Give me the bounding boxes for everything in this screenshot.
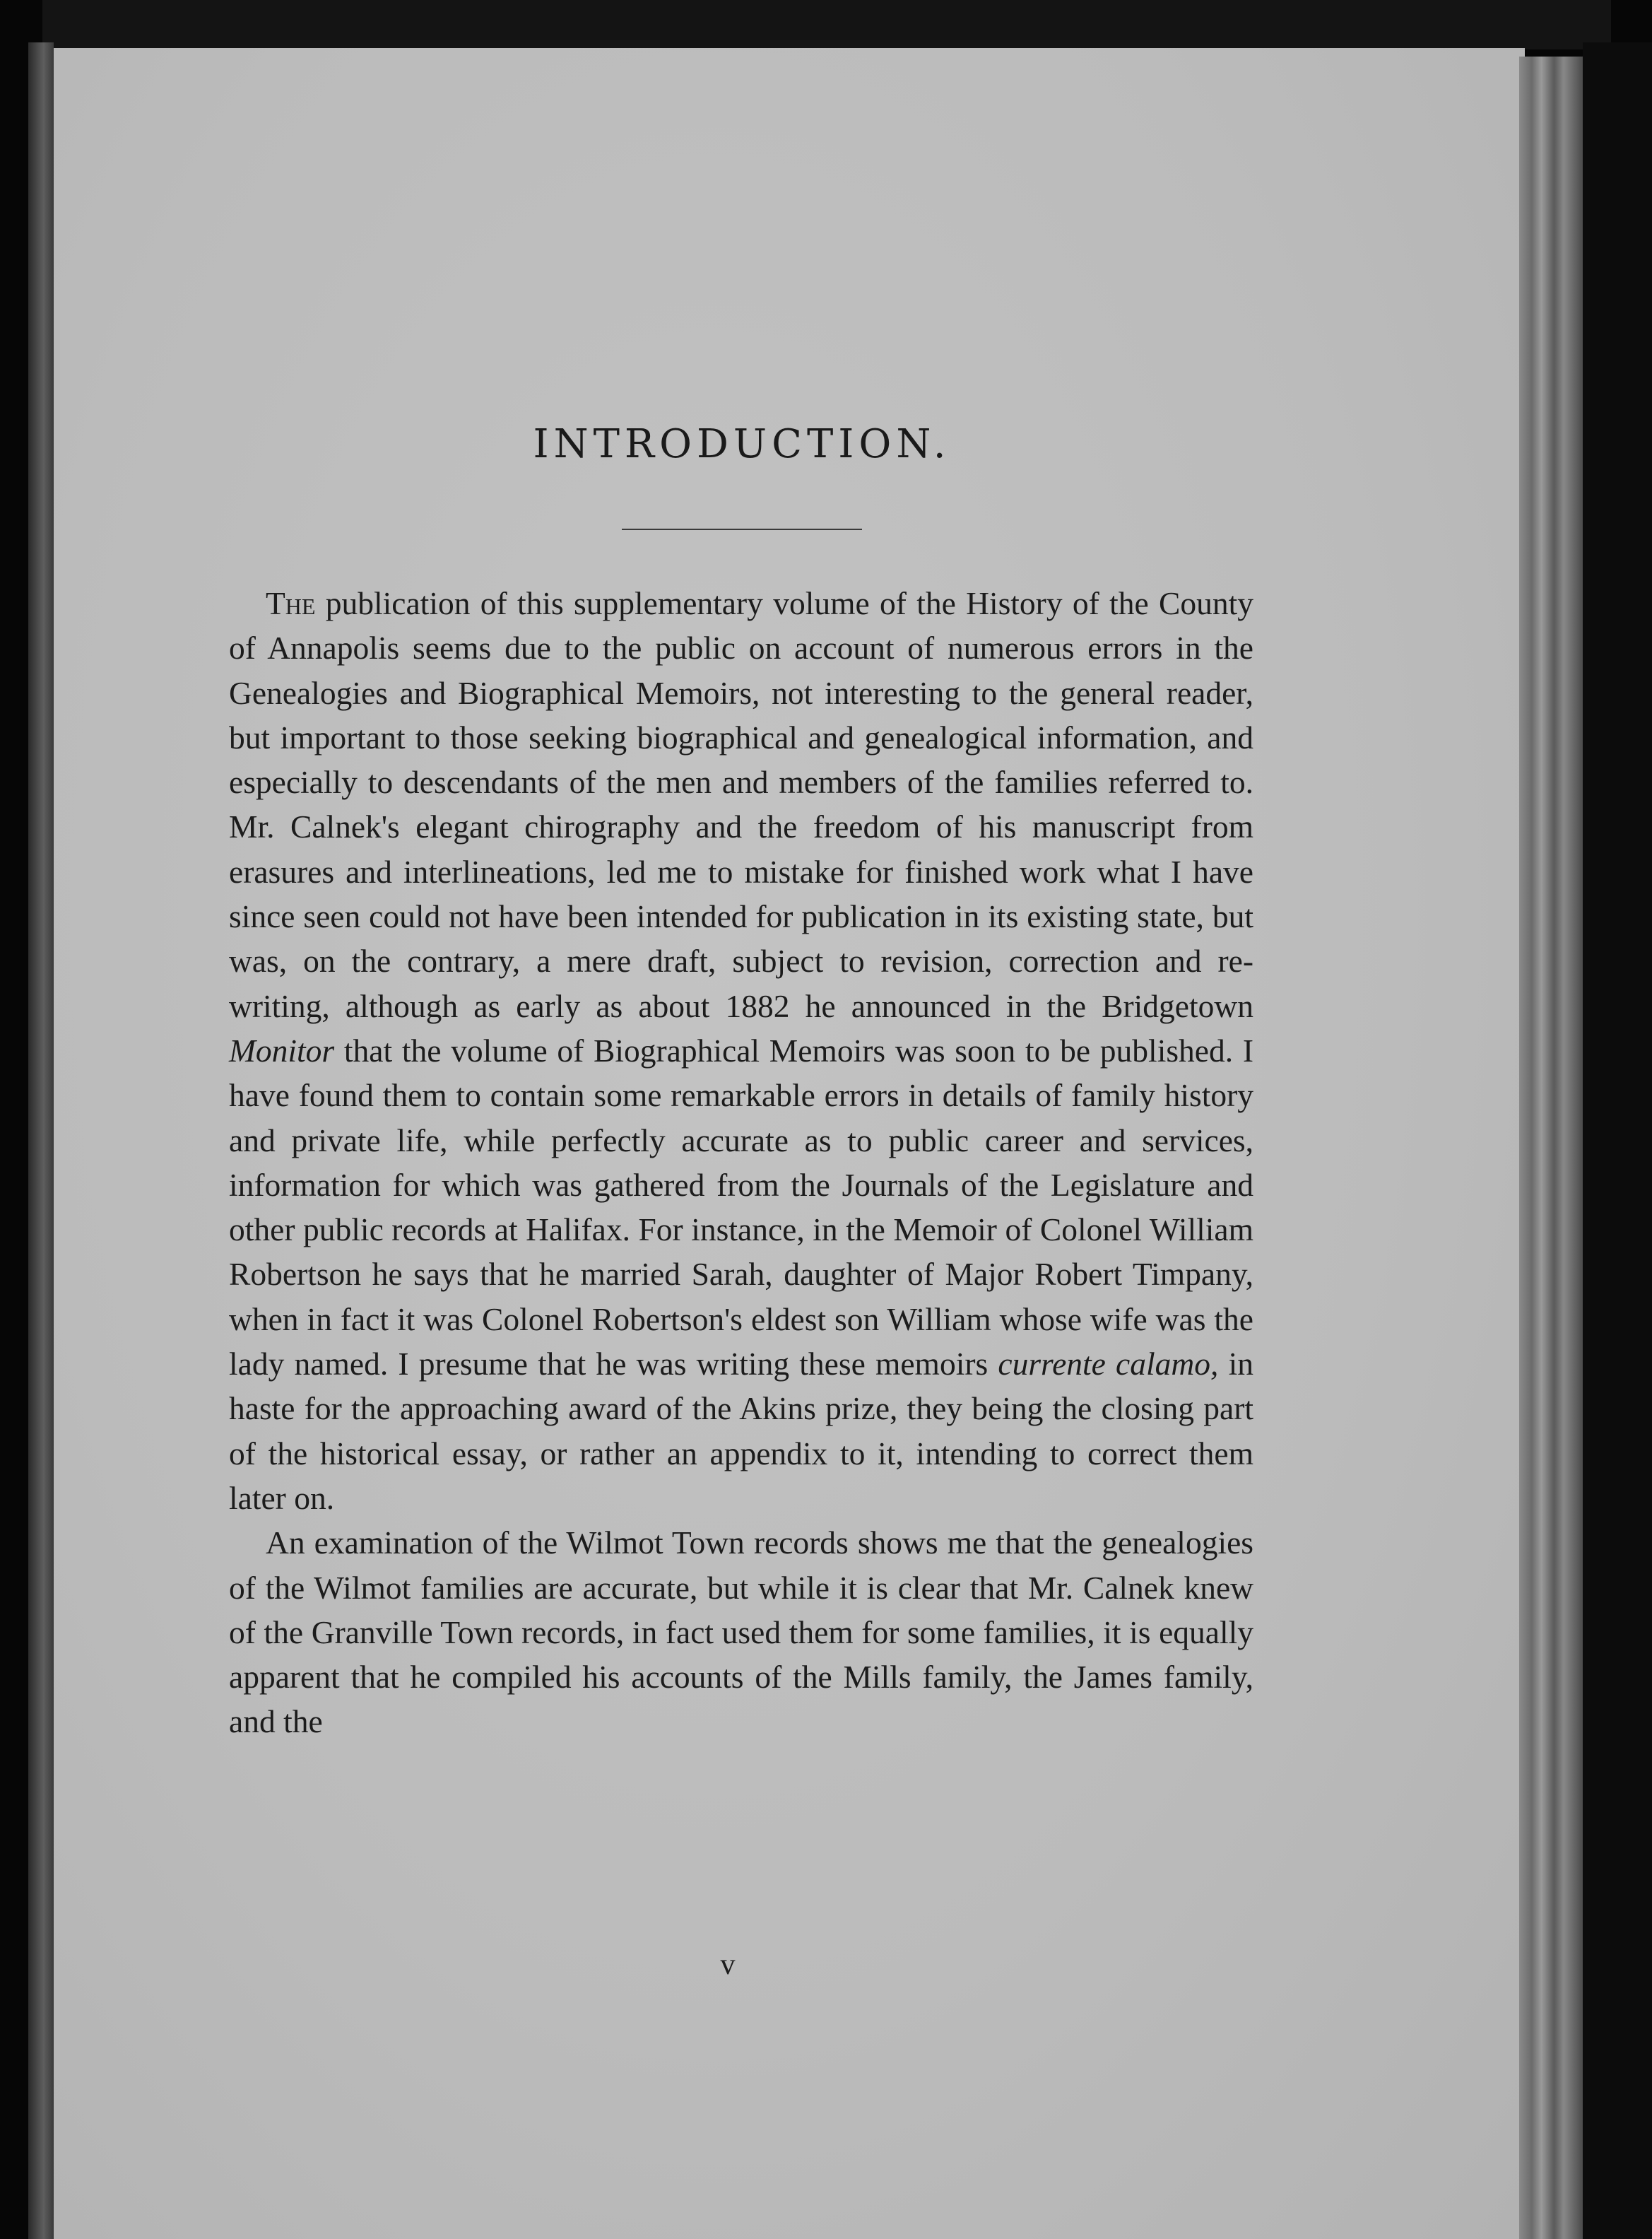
paragraph-2-text: An examination of the Wilmot Town records shows me that the genealogies of the Wilmot families are accurate, but while it is clear that Mr. Calnek knew of the Granville Town records, in fact used them for some families, it is equally apparent that he compiled his accounts of the Mills family, the James family, and the xyxy=(229,1524,1253,1740)
page-number: v xyxy=(720,1949,736,1981)
body-text xyxy=(229,581,1253,1744)
title-rule xyxy=(622,529,862,530)
book-left-edge xyxy=(28,42,54,2239)
paragraph-1-part-1: publication of this supplementary volume of the History of the County of Annapolis seems due to the public on account of numerous errors in the Genealogies and Biographical Memoirs, not interesting to the general reader, but important to those seeking biographical and genealogical information, and especially to descendants of the men and members of the families referred to. Mr. Calnek's elegant chirography and the freedom of his manuscript from erasures and interlineations, led me to mistake for finished work what I have since seen could not have been intended for publication in its existing state, but was, on the contrary, a mere draft, subject to revision, correction and re-writing, although as early as about 1882 he announced in the Bridgetown xyxy=(229,585,1253,1024)
italic-monitor: Monitor xyxy=(229,1032,335,1069)
italic-currente-calamo: currente calamo, xyxy=(998,1346,1219,1382)
lead-word: The xyxy=(266,585,316,621)
paragraph-2 xyxy=(229,1520,1253,1744)
book-cover-top-edge xyxy=(42,0,1611,49)
stacked-page-edges xyxy=(1519,57,1583,2239)
paragraph-1 xyxy=(229,581,1253,1520)
page-title: INTRODUCTION. xyxy=(533,421,951,467)
paragraph-1-part-3: in haste for the approaching award of the Akins prize, they being the closing part of the historical essay, or rather an appendix to it, intending to correct them later on. xyxy=(229,1346,1253,1516)
paragraph-1-part-2: that the volume of Biographical Memoirs was soon to be published. I have found them to contain some remarkable errors in details of family history and private life, while perfectly accurate as to public career and services, information for which was gathered from the Journals of the Legislature and other public records at Halifax. For instance, in the Memoir of Colonel William Robertson he says that he married Sarah, daughter of Major Robert Timpany, when in fact it was Colonel Robertson's eldest son William whose wife was the lady named. I presume that he was writing these memoirs xyxy=(229,1032,1253,1382)
book-cover-right-edge xyxy=(1583,42,1652,2239)
